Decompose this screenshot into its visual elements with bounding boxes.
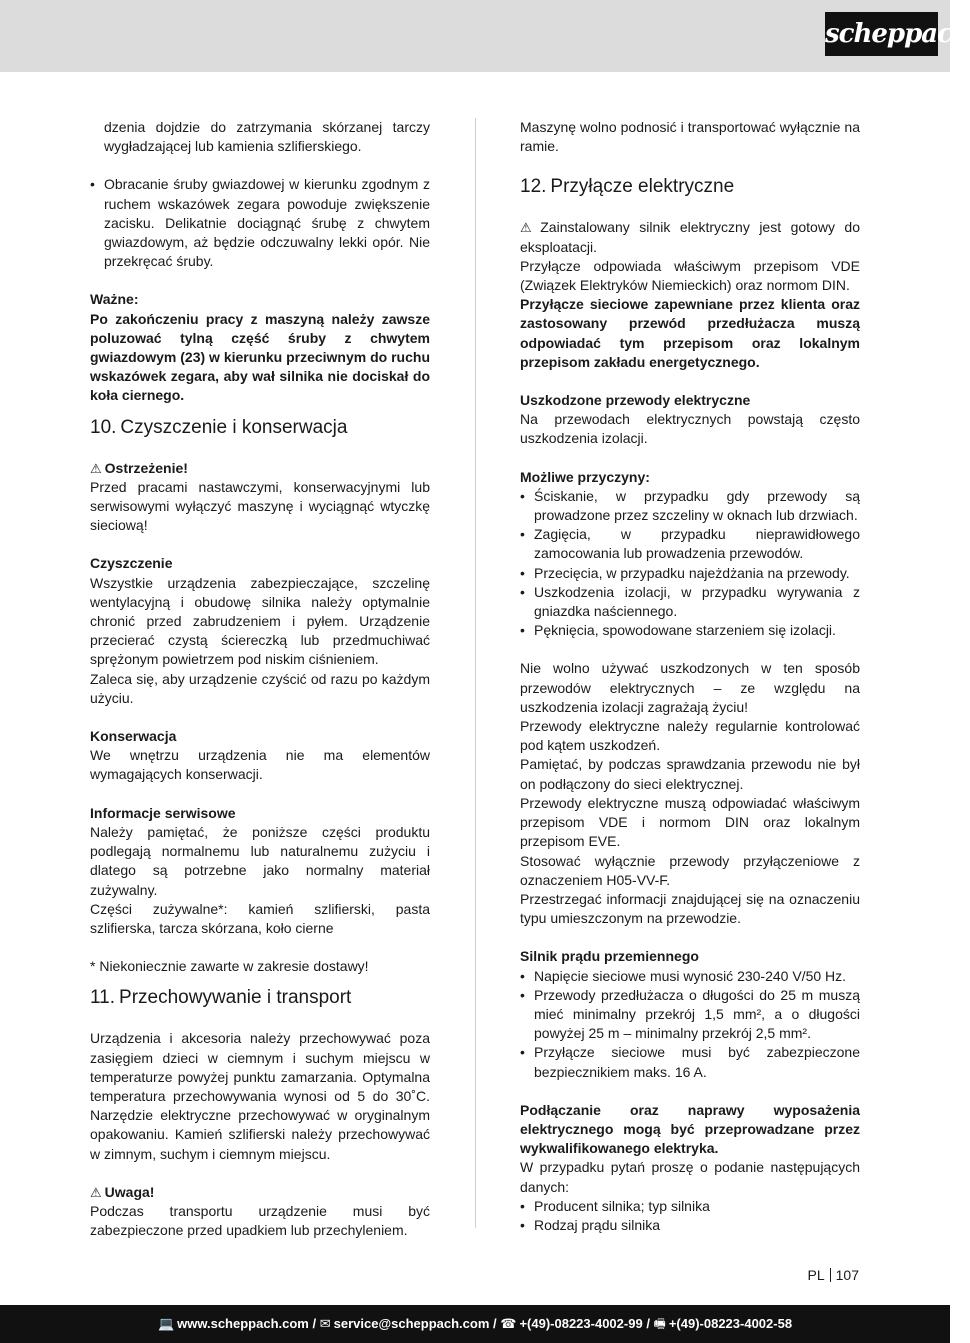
cable-paragraph: Przewody elektryczne muszą odpowiadać właściwym przepisom VDE i normom DIN oraz lokalnym przepisom EVE. <box>520 794 860 850</box>
storage-text: Urządzenia i akcesoria należy przechowywać poza zasięgiem dzieci w ciemnym i suchym miejscu w temperaturze powyżej punktu zamarzania. Optymalna temperatura przechowywania wynosi od 5 do 30˚C. Narzędzie elektryczne przechowywać w oryginalnym opakowaniu. Kamień szlifierski należy przechowywać w zimnym, suchym i ciemnym miejscu. <box>90 1030 430 1162</box>
cable-paragraph: Przestrzegać informacji znajdującej się na oznaczeniu typu umieszczonym na przewodzie. <box>520 890 860 927</box>
section-number: 11. <box>90 987 116 1009</box>
section-number: 10. <box>90 416 117 438</box>
vde-text: Przyłącze odpowiada właściwym przepisom VDE (Związek Elektryków Niemieckich) oraz normom DIN. <box>520 257 860 294</box>
transport-intro: Maszynę wolno podnosić i transportować wyłącznie na ramie. <box>520 119 860 155</box>
list-item: • Napięcie sieciowe musi wynosić 230-240 V/50 Hz. <box>520 967 860 986</box>
footer-phone: +(49)-08223-4002-99 <box>519 1316 643 1331</box>
questions-text: W przypadku pytań proszę o podanie następujących danych: <box>520 1159 860 1195</box>
fax-icon: 🖷 <box>653 1316 666 1331</box>
causes-list <box>520 487 860 641</box>
caution-heading <box>90 1183 430 1202</box>
section-title: Czyszczenie i konserwacja <box>120 416 348 438</box>
section-12-heading <box>520 175 860 199</box>
list-item: • Pęknięcia, spowodowane starzeniem się izolacji. <box>520 621 860 640</box>
warning-triangle-icon: ⚠ <box>90 1184 102 1200</box>
list-item: • Zagięcia, w przypadku nieprawidłowego zamocowania lub prowadzenia przewodów. <box>520 525 860 563</box>
cable-paragraph: Pamiętać, by podczas sprawdzania przewodu nie był on podłączony do sieci elektrycznej. <box>520 756 860 792</box>
customer-connection-text: Przyłącze sieciowe zapewniane przez klienta oraz zastosowany przewód przedłużacza muszą odpowiadać tym przepisom oraz lokalnym przepisom zakładu energetycznego. <box>520 296 860 370</box>
cable-paragraph: Stosować wyłącznie przewody przyłączeniowe z oznaczeniem H05-VV-F. <box>520 852 860 888</box>
electrician-text: Podłączanie oraz naprawy wyposażenia elektrycznego mogą być przeprowadzane przez wykwalifikowanego elektryka. <box>520 1101 860 1157</box>
footer-separator: / <box>493 1316 501 1331</box>
email-icon: ✉ <box>319 1316 331 1331</box>
screw-bullet-list <box>90 175 430 271</box>
service-text: Należy pamiętać, że poniższe części produktu podlegają normalnemu lub naturalnemu zużyciu i dlatego są potrzebne jako normalny materiał zużywalny. <box>90 823 430 898</box>
important-title: Ważne: <box>90 291 139 308</box>
warning-title: Ostrzeżenie! <box>104 459 188 476</box>
warning-triangle-icon: ⚠ <box>90 460 102 476</box>
cleaning-text: Wszystkie urządzenia zabezpieczające, szczelinę wentylacyjną i obudowę silnika należy optymalnie chronić przed zabrudzeniem i pyłem. Urządzenie przecierać czystą ściereczką lub przedmuchiwać sprężonym powietrzem pod niskim ciśnieniem. <box>90 574 430 668</box>
installed-text: ⚠ Zainstalowany silnik elektryczny jest gotowy do eksploatacji. <box>520 219 860 255</box>
questions-list <box>520 1197 860 1235</box>
list-item: • Przewody przedłużacza o długości do 25 m muszą mieć minimalny przekrój 1,5 mm², a o długości powyżej 25 m – minimalny przekrój 2,5 mm². <box>520 986 860 1044</box>
footer-website[interactable]: www.scheppach.com <box>177 1316 309 1331</box>
page-number-value: 107 <box>835 1267 859 1283</box>
list-item: • Rodzaj prądu silnika <box>520 1216 860 1235</box>
cleaning-text-2: Zaleca się, aby urządzenie czyścić od razu po każdym użyciu. <box>90 670 430 706</box>
list-item: • Uszkodzenia izolacji, w przypadku wyrywania z gniazdka naściennego. <box>520 583 860 621</box>
column-divider <box>475 118 476 1228</box>
causes-title: Możliwe przyczyny: <box>520 468 650 485</box>
list-item: • Przyłącze sieciowe musi być zabezpieczone bezpiecznikiem maks. 16 A. <box>520 1043 860 1081</box>
page-language: PL <box>807 1267 825 1283</box>
caution-text: Podczas transportu urządzenie musi być zabezpieczone przed upadkiem lub przechyleniem. <box>90 1202 430 1239</box>
cleaning-title: Czyszczenie <box>90 555 173 572</box>
computer-icon: 💻 <box>157 1316 175 1331</box>
footer-separator: / <box>312 1316 320 1331</box>
page-number-separator <box>830 1268 831 1282</box>
footer-fax: +(49)-08223-4002-58 <box>668 1316 793 1331</box>
important-text: Po zakończeniu pracy z maszyną należy zawsze poluzować tylną część śruby z chwytem gwiazdowym (23) w kierunku przeciwnym do ruchu wskazówek zegara, aby wał silnika nie dociskał do koła ciernego. <box>90 310 430 404</box>
cable-paragraph: Nie wolno używać uszkodzonych w ten sposób przewodów elektrycznych – ze względu na uszkodzenia izolacji zagrażają życiu! <box>520 660 860 715</box>
section-number: 12. <box>520 176 547 198</box>
section-title: Przyłącze elektryczne <box>550 176 735 198</box>
footer-separator: / <box>646 1316 654 1331</box>
cable-paragraph: Przewody elektryczne należy regularnie kontrolować pod kątem uszkodzeń. <box>520 718 860 754</box>
footer-email[interactable]: service@scheppach.com <box>333 1316 490 1331</box>
maintenance-title: Konserwacja <box>90 728 177 745</box>
service-text-2: Części zużywalne*: kamień szlifierski, pasta szlifierska, tarcza skórzana, koło cierne <box>90 900 430 936</box>
list-item: • Przecięcia, w przypadku najeżdżania na przewody. <box>520 564 860 583</box>
ac-motor-title: Silnik prądu przemiennego <box>520 948 699 965</box>
footnote: * Niekoniecznie zawarte w zakresie dostawy! <box>90 958 369 975</box>
list-item: • Producent silnika; typ silnika <box>520 1197 860 1216</box>
brand-logo: scheppach <box>825 12 938 56</box>
left-column <box>90 118 430 1240</box>
header-bar <box>0 0 970 72</box>
ac-motor-list <box>520 967 860 1082</box>
warning-triangle-icon: ⚠ <box>520 220 538 236</box>
section-10-heading <box>90 416 430 440</box>
section-title: Przechowywanie i transport <box>119 987 352 1009</box>
caution-title: Uwaga! <box>104 1183 155 1200</box>
warning-text: Przed pracami nastawczymi, konserwacyjnymi lub serwisowymi wyłączyć maszynę i wyciągnąć wtyczkę sieciową! <box>90 478 430 534</box>
service-title: Informacje serwisowe <box>90 804 236 821</box>
list-item: • Ściskanie, w przypadku gdy przewody są prowadzone przez szczeliny w oknach lub drzwiach. <box>520 487 860 525</box>
right-column <box>520 118 860 1235</box>
list-item: • Obracanie śruby gwiazdowej w kierunku zgodnym z ruchem wskazówek zegara powoduje zwiększenie zacisku. Delikatnie dociągnąć śrubę z chwytem gwiazdowym, aż będzie odczuwalny lekki opór. Nie przekręcać śruby. <box>90 175 430 271</box>
warning-heading <box>90 459 430 478</box>
maintenance-text: We wnętrzu urządzenia nie ma elementów wymagających konserwacji. <box>90 747 430 783</box>
section-11-heading <box>90 986 430 1010</box>
page-number <box>760 1266 859 1284</box>
intro-continuation: dzenia dojdzie do zatrzymania skórzanej tarczy wygładzającej lub kamienia szlifierskiego. <box>104 119 430 155</box>
phone-icon: ☎ <box>500 1316 517 1331</box>
damaged-cables-title: Uszkodzone przewody elektryczne <box>520 392 751 409</box>
footer-bar <box>0 1305 950 1343</box>
damaged-cables-text: Na przewodach elektrycznych powstają często uszkodzenia izolacji. <box>520 411 860 447</box>
